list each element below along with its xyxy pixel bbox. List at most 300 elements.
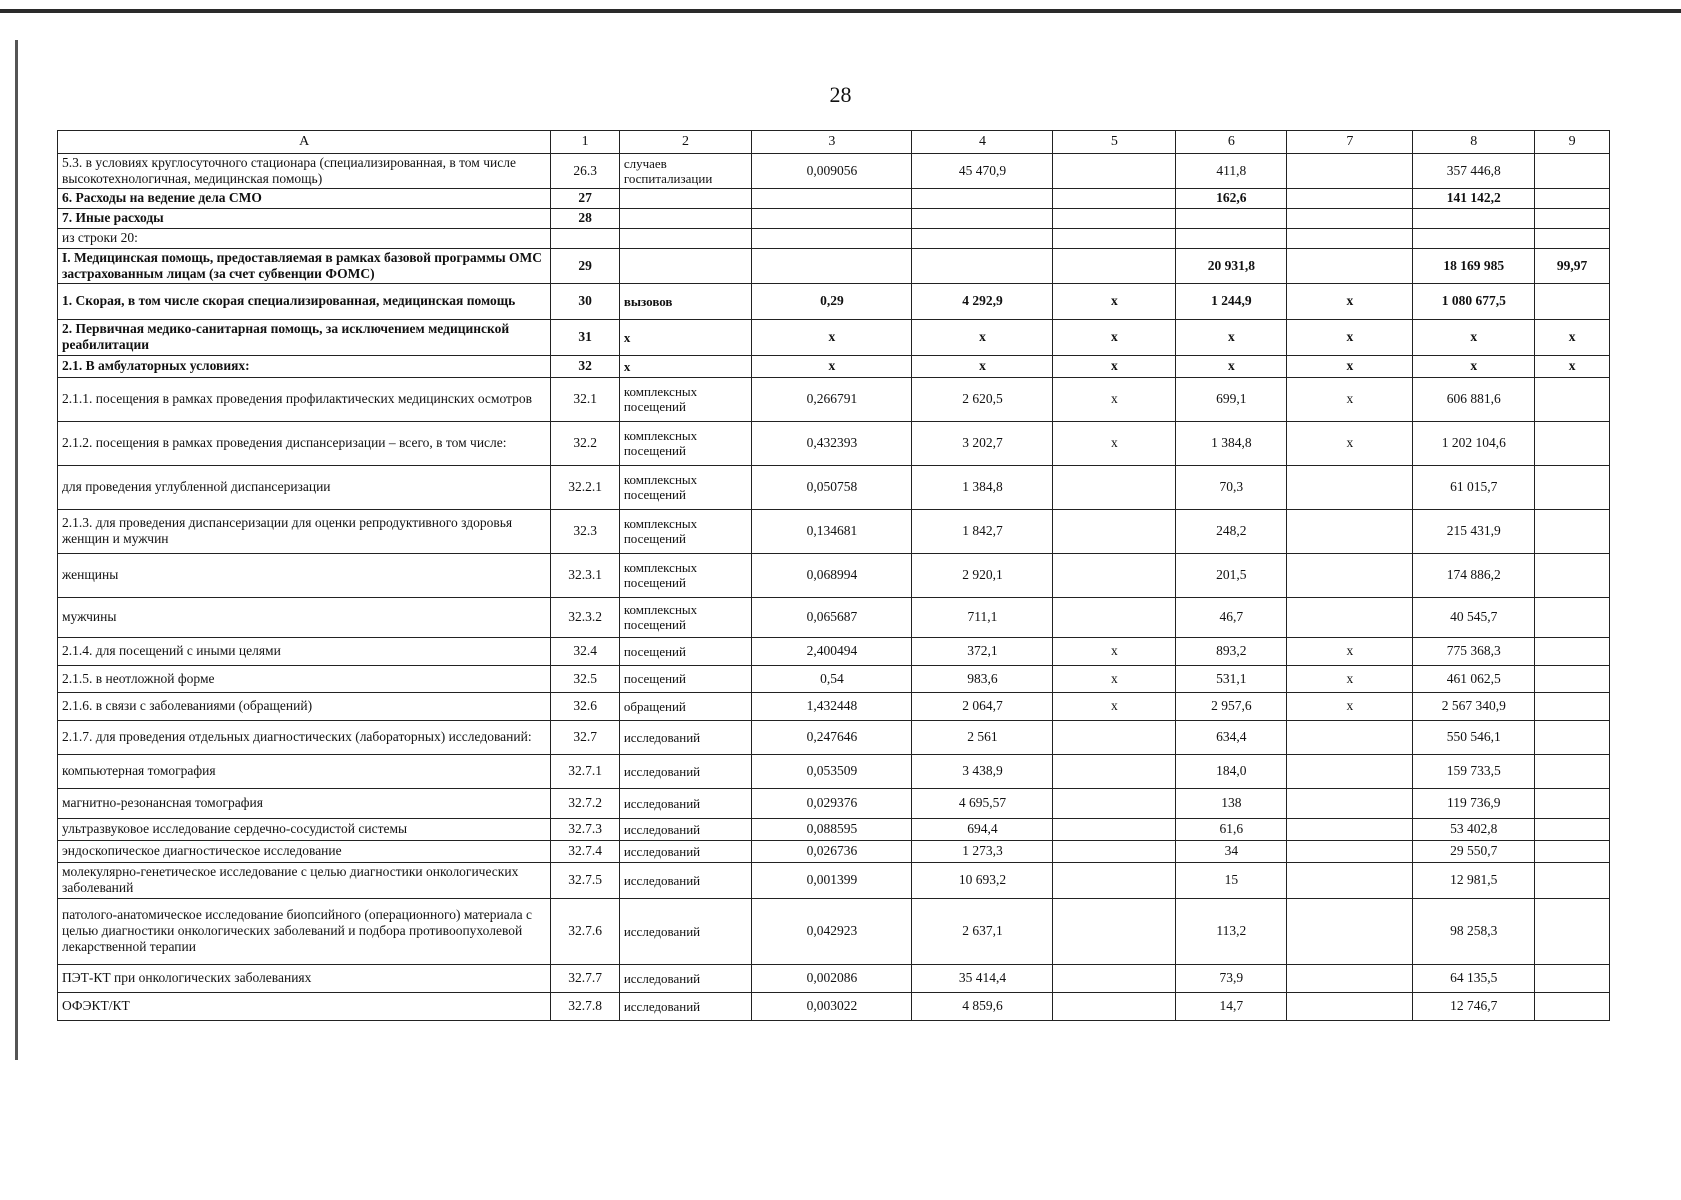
table-cell: 893,2 [1176, 637, 1287, 665]
table-cell: 12 981,5 [1413, 862, 1535, 898]
table-cell [1535, 840, 1610, 862]
table-cell: 0,068994 [752, 553, 912, 597]
table-cell [1287, 248, 1413, 283]
table-cell: 32.3.1 [551, 553, 619, 597]
table-cell: 0,134681 [752, 509, 912, 553]
table-cell: 32.7.5 [551, 862, 619, 898]
table-cell: 411,8 [1176, 154, 1287, 189]
scan-top-border [0, 9, 1681, 13]
table-cell: x [1053, 637, 1176, 665]
table-cell: 2 567 340,9 [1413, 692, 1535, 720]
table-cell: исследований [619, 840, 751, 862]
table-cell [1053, 898, 1176, 964]
table-cell: x [1413, 355, 1535, 377]
table-row [58, 840, 1610, 862]
table-cell: 0,54 [752, 665, 912, 692]
header-cell: 6 [1176, 131, 1287, 154]
table-row [58, 862, 1610, 898]
table-cell [1287, 597, 1413, 637]
table-cell: 1,432448 [752, 692, 912, 720]
table-cell: 32.7.1 [551, 754, 619, 788]
table-cell: x [1287, 637, 1413, 665]
table-cell: 1 273,3 [912, 840, 1053, 862]
table-cell [1287, 964, 1413, 992]
table-cell: 32.7.6 [551, 898, 619, 964]
table-cell: 32.7.3 [551, 818, 619, 840]
table-cell [1535, 992, 1610, 1020]
table-cell: x [1287, 692, 1413, 720]
table-cell [752, 248, 912, 283]
table-cell: 215 431,9 [1413, 509, 1535, 553]
table-cell: 3 202,7 [912, 421, 1053, 465]
row-label-cell: 7. Иные расходы [58, 208, 551, 228]
table-cell: 32.1 [551, 377, 619, 421]
table-cell [1287, 898, 1413, 964]
table-header-row [58, 131, 1610, 154]
table-cell: x [1287, 421, 1413, 465]
table-cell: исследований [619, 964, 751, 992]
table-row [58, 898, 1610, 964]
table-cell: 0,432393 [752, 421, 912, 465]
header-cell: 2 [619, 131, 751, 154]
table-cell [1053, 509, 1176, 553]
table-row [58, 553, 1610, 597]
row-label-cell: женщины [58, 553, 551, 597]
table-row [58, 228, 1610, 248]
table-cell: x [752, 319, 912, 355]
table-cell: 141 142,2 [1413, 188, 1535, 208]
table-cell [1053, 818, 1176, 840]
table-row [58, 421, 1610, 465]
table-cell: исследований [619, 720, 751, 754]
table-cell: 30 [551, 283, 619, 319]
table-cell [1535, 553, 1610, 597]
table-cell: 0,266791 [752, 377, 912, 421]
row-label-cell: 1. Скорая, в том числе скорая специализированная, медицинская помощь [58, 283, 551, 319]
table-cell: 12 746,7 [1413, 992, 1535, 1020]
table-cell: комплексных посещений [619, 509, 751, 553]
table-cell [619, 248, 751, 283]
row-label-cell: I. Медицинская помощь, предоставляемая в рамках базовой программы ОМС застрахованным лицам (за счет субвенции ФОМС) [58, 248, 551, 283]
table-cell: 10 693,2 [912, 862, 1053, 898]
table-cell [1535, 898, 1610, 964]
table-cell: x [1287, 319, 1413, 355]
table-cell: 1 080 677,5 [1413, 283, 1535, 319]
table-cell: 1 842,7 [912, 509, 1053, 553]
table-cell: 0,009056 [752, 154, 912, 189]
page-number: 28 [829, 82, 852, 107]
table-cell [912, 208, 1053, 228]
table-cell: 32.7.4 [551, 840, 619, 862]
row-label-cell: 2.1.1. посещения в рамках проведения профилактических медицинских осмотров [58, 377, 551, 421]
table-cell: 1 384,8 [912, 465, 1053, 509]
table-row [58, 509, 1610, 553]
table-cell [912, 228, 1053, 248]
table-cell: x [1287, 283, 1413, 319]
table-cell: 1 384,8 [1176, 421, 1287, 465]
table-cell: x [1287, 377, 1413, 421]
table-cell [1053, 208, 1176, 228]
table-cell: x [1287, 665, 1413, 692]
header-cell: 3 [752, 131, 912, 154]
table-cell [1287, 720, 1413, 754]
table-cell [1535, 377, 1610, 421]
table-cell: 0,088595 [752, 818, 912, 840]
table-cell [1413, 208, 1535, 228]
table-cell: 32.2 [551, 421, 619, 465]
table-cell [1176, 208, 1287, 228]
table-cell: x [619, 319, 751, 355]
table-row [58, 319, 1610, 355]
header-cell: 5 [1053, 131, 1176, 154]
table-cell: 0,29 [752, 283, 912, 319]
table-cell: x [1287, 355, 1413, 377]
table-cell [912, 188, 1053, 208]
table-cell: 2 561 [912, 720, 1053, 754]
table-cell: 61 015,7 [1413, 465, 1535, 509]
table-cell: x [912, 355, 1053, 377]
table-row [58, 720, 1610, 754]
table-cell: 46,7 [1176, 597, 1287, 637]
table-cell [1535, 208, 1610, 228]
table-cell: 0,065687 [752, 597, 912, 637]
row-label-cell: 2.1.6. в связи с заболеваниями (обращений) [58, 692, 551, 720]
table-cell: случаев госпитализации [619, 154, 751, 189]
table-cell: 32 [551, 355, 619, 377]
table-cell: 4 695,57 [912, 788, 1053, 818]
table-cell: 119 736,9 [1413, 788, 1535, 818]
table-cell [1053, 553, 1176, 597]
table-cell: 2 957,6 [1176, 692, 1287, 720]
table-cell [1287, 840, 1413, 862]
data-table [57, 130, 1610, 1021]
table-cell: комплексных посещений [619, 553, 751, 597]
row-label-cell: 2.1.7. для проведения отдельных диагностических (лабораторных) исследований: [58, 720, 551, 754]
table-cell [1535, 597, 1610, 637]
table-cell: 699,1 [1176, 377, 1287, 421]
table-row [58, 597, 1610, 637]
table-cell: 99,97 [1535, 248, 1610, 283]
table-cell: вызовов [619, 283, 751, 319]
table-cell: 0,001399 [752, 862, 912, 898]
table-cell: 0,002086 [752, 964, 912, 992]
table-cell: x [1053, 283, 1176, 319]
table-cell [752, 208, 912, 228]
table-cell: 18 169 985 [1413, 248, 1535, 283]
table-cell [1287, 754, 1413, 788]
table-cell: 634,4 [1176, 720, 1287, 754]
table-cell: 32.4 [551, 637, 619, 665]
row-label-cell: 2.1.2. посещения в рамках проведения диспансеризации – всего, в том числе: [58, 421, 551, 465]
row-label-cell: 2.1.4. для посещений с иными целями [58, 637, 551, 665]
row-label-cell: 5.3. в условиях круглосуточного стационара (специализированная, в том числе высокотехнологичная, медицинская помощь) [58, 154, 551, 189]
table-cell: 113,2 [1176, 898, 1287, 964]
table-cell [752, 228, 912, 248]
table-cell [1287, 553, 1413, 597]
table-cell [551, 228, 619, 248]
table-cell: 461 062,5 [1413, 665, 1535, 692]
table-cell: 1 202 104,6 [1413, 421, 1535, 465]
table-row [58, 788, 1610, 818]
table-cell: 20 931,8 [1176, 248, 1287, 283]
row-label-cell: из строки 20: [58, 228, 551, 248]
table-cell: 0,050758 [752, 465, 912, 509]
table-cell: 0,003022 [752, 992, 912, 1020]
table-cell: 32.2.1 [551, 465, 619, 509]
scan-left-border [15, 40, 18, 1060]
table-cell: 34 [1176, 840, 1287, 862]
table-cell [1535, 188, 1610, 208]
table-cell [1287, 228, 1413, 248]
table-cell [1535, 964, 1610, 992]
table-cell [1287, 154, 1413, 189]
table-row [58, 283, 1610, 319]
table-cell: x [1535, 355, 1610, 377]
table-cell [1176, 228, 1287, 248]
table-cell: комплексных посещений [619, 421, 751, 465]
table-cell: 45 470,9 [912, 154, 1053, 189]
header-cell: 9 [1535, 131, 1610, 154]
table-cell: 4 859,6 [912, 992, 1053, 1020]
table-cell: 0,053509 [752, 754, 912, 788]
table-cell [619, 228, 751, 248]
table-cell: 26.3 [551, 154, 619, 189]
table-cell: x [619, 355, 751, 377]
table-cell: x [1053, 355, 1176, 377]
table-cell [1535, 862, 1610, 898]
table-cell: 162,6 [1176, 188, 1287, 208]
table-cell: 32.7.2 [551, 788, 619, 818]
table-cell: 372,1 [912, 637, 1053, 665]
table-cell: 29 [551, 248, 619, 283]
table-cell: 32.7 [551, 720, 619, 754]
table-cell: x [1053, 319, 1176, 355]
table-cell [619, 208, 751, 228]
table-cell [1053, 188, 1176, 208]
table-cell [1287, 818, 1413, 840]
table-cell: 775 368,3 [1413, 637, 1535, 665]
table-cell: 1 244,9 [1176, 283, 1287, 319]
table-cell: 711,1 [912, 597, 1053, 637]
table-cell: 983,6 [912, 665, 1053, 692]
table-cell [1053, 862, 1176, 898]
row-label-cell: для проведения углубленной диспансеризации [58, 465, 551, 509]
table-cell [1287, 208, 1413, 228]
row-label-cell: 2.1. В амбулаторных условиях: [58, 355, 551, 377]
table-cell: комплексных посещений [619, 465, 751, 509]
table-cell: посещений [619, 665, 751, 692]
table-cell: 550 546,1 [1413, 720, 1535, 754]
table-cell: 32.3 [551, 509, 619, 553]
table-cell: 15 [1176, 862, 1287, 898]
table-cell: 159 733,5 [1413, 754, 1535, 788]
table-cell: 14,7 [1176, 992, 1287, 1020]
table-cell: 0,026736 [752, 840, 912, 862]
table-cell: x [1053, 421, 1176, 465]
table-row [58, 637, 1610, 665]
table-cell: 357 446,8 [1413, 154, 1535, 189]
table-row [58, 377, 1610, 421]
table-row [58, 754, 1610, 788]
table-cell: x [1053, 692, 1176, 720]
table-cell [1535, 720, 1610, 754]
row-label-cell: 2. Первичная медико-санитарная помощь, за исключением медицинской реабилитации [58, 319, 551, 355]
table-cell: 201,5 [1176, 553, 1287, 597]
table-cell [752, 188, 912, 208]
row-label-cell: ПЭТ-КТ при онкологических заболеваниях [58, 964, 551, 992]
table-cell: 2,400494 [752, 637, 912, 665]
table-cell: 64 135,5 [1413, 964, 1535, 992]
table-cell [1535, 465, 1610, 509]
table-body [58, 154, 1610, 1021]
row-label-cell: эндоскопическое диагностическое исследование [58, 840, 551, 862]
table-cell: 32.5 [551, 665, 619, 692]
row-label-cell: мужчины [58, 597, 551, 637]
table-row [58, 248, 1610, 283]
table-cell [1053, 597, 1176, 637]
table-cell: x [1176, 355, 1287, 377]
table-cell: 28 [551, 208, 619, 228]
table-cell [1287, 992, 1413, 1020]
table-cell: исследований [619, 818, 751, 840]
table-cell [1053, 154, 1176, 189]
table-cell [1053, 754, 1176, 788]
table-cell: 27 [551, 188, 619, 208]
table-cell: 2 620,5 [912, 377, 1053, 421]
table-cell: x [1413, 319, 1535, 355]
table-cell: 0,029376 [752, 788, 912, 818]
table-cell [1053, 992, 1176, 1020]
header-cell: 1 [551, 131, 619, 154]
row-label-cell: компьютерная томография [58, 754, 551, 788]
header-cell: 4 [912, 131, 1053, 154]
table-cell: исследований [619, 992, 751, 1020]
table-cell: x [1535, 319, 1610, 355]
table-cell: x [752, 355, 912, 377]
table-cell: x [1053, 377, 1176, 421]
table-cell [1053, 248, 1176, 283]
table-row [58, 964, 1610, 992]
table-cell [1053, 840, 1176, 862]
table-cell [1535, 665, 1610, 692]
table-cell: 184,0 [1176, 754, 1287, 788]
table-cell: 70,3 [1176, 465, 1287, 509]
row-label-cell: ОФЭКТ/КТ [58, 992, 551, 1020]
table-row [58, 188, 1610, 208]
table-cell [912, 248, 1053, 283]
table-cell: исследований [619, 788, 751, 818]
table-cell [1535, 637, 1610, 665]
table-cell: 138 [1176, 788, 1287, 818]
table-cell [1535, 154, 1610, 189]
table-cell: 32.7.8 [551, 992, 619, 1020]
table-cell [1287, 465, 1413, 509]
table-cell [1053, 964, 1176, 992]
table-cell [1535, 692, 1610, 720]
table-row [58, 208, 1610, 228]
table-cell: 0,042923 [752, 898, 912, 964]
table-cell [1053, 788, 1176, 818]
table-cell [1287, 862, 1413, 898]
table-cell: 4 292,9 [912, 283, 1053, 319]
table-cell [1535, 283, 1610, 319]
table-cell: 3 438,9 [912, 754, 1053, 788]
table-cell: обращений [619, 692, 751, 720]
table-cell: 40 545,7 [1413, 597, 1535, 637]
table-cell: комплексных посещений [619, 597, 751, 637]
table-cell: 61,6 [1176, 818, 1287, 840]
table-cell [1535, 509, 1610, 553]
table-row [58, 692, 1610, 720]
table-row [58, 992, 1610, 1020]
table-cell: комплексных посещений [619, 377, 751, 421]
row-label-cell: магнитно-резонансная томография [58, 788, 551, 818]
row-label-cell: патолого-анатомическое исследование биопсийного (операционного) материала с целью диагностики онкологических заболеваний и подбора противоопухолевой лекарственной терапии [58, 898, 551, 964]
row-label-cell: ультразвуковое исследование сердечно-сосудистой системы [58, 818, 551, 840]
header-cell: 7 [1287, 131, 1413, 154]
table-cell [1287, 188, 1413, 208]
table-cell: 606 881,6 [1413, 377, 1535, 421]
table-row [58, 154, 1610, 189]
table-cell [1535, 818, 1610, 840]
table-cell: 2 920,1 [912, 553, 1053, 597]
table-cell: 174 886,2 [1413, 553, 1535, 597]
table-cell: 53 402,8 [1413, 818, 1535, 840]
table-cell: x [1053, 665, 1176, 692]
table-cell: 98 258,3 [1413, 898, 1535, 964]
table-cell [1053, 465, 1176, 509]
table-cell [1287, 788, 1413, 818]
table-row [58, 355, 1610, 377]
table-cell: 2 064,7 [912, 692, 1053, 720]
table-cell [1535, 754, 1610, 788]
table-cell: 248,2 [1176, 509, 1287, 553]
table-cell: 694,4 [912, 818, 1053, 840]
table-cell: 2 637,1 [912, 898, 1053, 964]
row-label-cell: 2.1.3. для проведения диспансеризации для оценки репродуктивного здоровья женщин и мужчин [58, 509, 551, 553]
table-cell [1053, 720, 1176, 754]
table-cell: 73,9 [1176, 964, 1287, 992]
table-cell [1287, 509, 1413, 553]
row-label-cell: 2.1.5. в неотложной форме [58, 665, 551, 692]
table-cell [1535, 228, 1610, 248]
table-cell [1535, 788, 1610, 818]
table-cell [1535, 421, 1610, 465]
table-cell [619, 188, 751, 208]
row-label-cell: молекулярно-генетическое исследование с целью диагностики онкологических заболеваний [58, 862, 551, 898]
table-cell: исследований [619, 898, 751, 964]
row-label-cell: 6. Расходы на ведение дела СМО [58, 188, 551, 208]
table-cell: 31 [551, 319, 619, 355]
table-cell: исследований [619, 862, 751, 898]
table-cell: 35 414,4 [912, 964, 1053, 992]
table-cell: x [912, 319, 1053, 355]
table-cell: 32.6 [551, 692, 619, 720]
table-cell: 0,247646 [752, 720, 912, 754]
table-cell: 29 550,7 [1413, 840, 1535, 862]
header-cell: 8 [1413, 131, 1535, 154]
table-cell: посещений [619, 637, 751, 665]
header-cell: A [58, 131, 551, 154]
table-cell: x [1176, 319, 1287, 355]
table-cell [1053, 228, 1176, 248]
table-row [58, 465, 1610, 509]
table-row [58, 818, 1610, 840]
table-cell [1413, 228, 1535, 248]
table-cell: 32.7.7 [551, 964, 619, 992]
table-row [58, 665, 1610, 692]
table-cell: 32.3.2 [551, 597, 619, 637]
